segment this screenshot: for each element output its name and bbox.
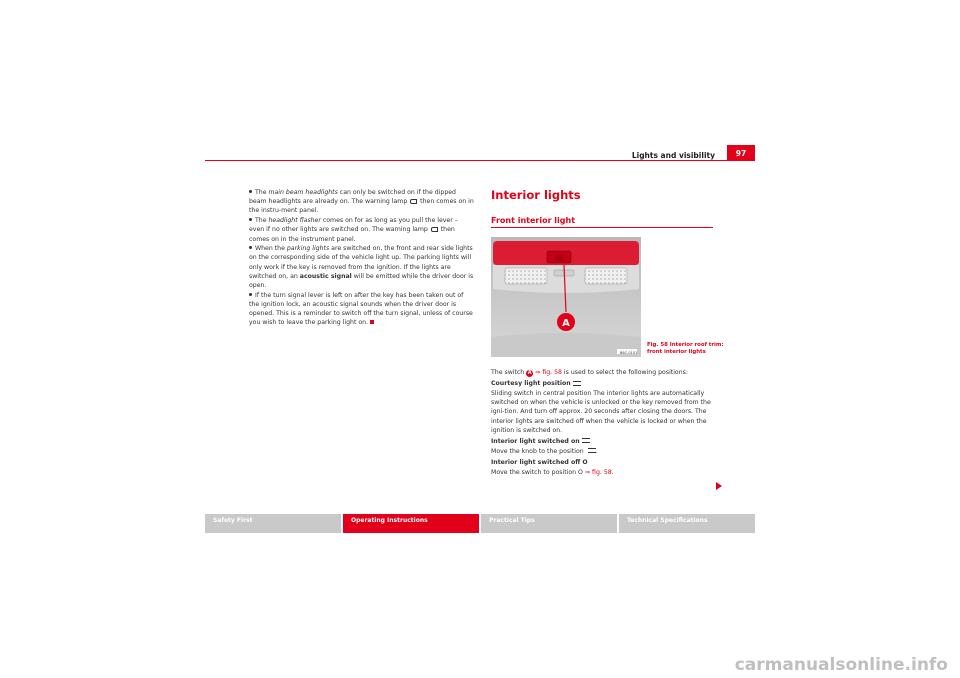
figure-code: B6C-0101: [620, 351, 638, 355]
badge-a: A: [527, 370, 532, 376]
text: The: [255, 189, 269, 196]
text: can only be switched on if the dipped beam headlights are already on. The warning lamp: [249, 189, 456, 206]
text: will be emitted while the driver door is open.: [249, 272, 474, 290]
section-heading: Interior lights: [491, 188, 581, 202]
text: comes on for as long as you pull the lever – even if no other lights are switched on. The warning lamp: [249, 217, 458, 234]
bullet-main-beam: [249, 188, 474, 216]
text: .: [595, 447, 598, 455]
section-title: Lights and visibility: [631, 151, 715, 160]
text: The switch: [491, 369, 527, 376]
bold-text: Interior light switched off O: [491, 458, 588, 466]
bullet-dot: [249, 190, 252, 193]
figure-caption: Fig. 58 Interior roof trim: front interior lights: [647, 342, 724, 355]
courtesy-title: [491, 379, 716, 388]
figure-interior-light: [491, 237, 641, 357]
next-page-arrow-icon[interactable]: [716, 482, 722, 490]
subsection-rule: [491, 227, 713, 228]
courtesy-text: Sliding switch in central position The interior lights are automatically switched on when the vehicle is unlocked or the key removed from the igni-tion. And turn off approx. 20 seconds after closing the doors. The interior lights are switched off when the vehicle is locked or when the ignition is switched on.: [491, 389, 711, 434]
emphasis: headlight flasher: [268, 217, 321, 225]
off-text: [491, 468, 716, 477]
text: Move the switch to position O: [491, 468, 585, 476]
on-text: [491, 447, 716, 456]
interior-light-illustration: [491, 237, 641, 357]
text: then comes on in the instrument panel.: [249, 226, 455, 243]
text: is used to select the following positions:: [561, 369, 688, 376]
tab-practical-tips[interactable]: Practical Tips: [481, 514, 617, 533]
bold-text: Courtesy light position: [491, 380, 571, 388]
tab-safety-first[interactable]: Safety First: [205, 514, 341, 533]
section-end-mark: [370, 320, 374, 324]
bullet-dot: [249, 293, 252, 296]
tab-operating-instructions[interactable]: Operating Instructions: [343, 514, 479, 533]
footer-tabs: [205, 514, 755, 533]
main-beam-icon: [431, 227, 438, 232]
subsection-heading: Front interior light: [491, 216, 576, 225]
light-on-icon: [582, 438, 590, 443]
figure-reference-link[interactable]: ⇒ fig. 58: [584, 468, 612, 476]
on-title: [491, 437, 716, 446]
text: If the turn signal lever is left on after the key has been taken out of the ignition lock, an acoustic signal sounds when the driver door is opened. This is a reminder to switch off the turn signal, unless of course you wish to leave the parking light on.: [249, 291, 473, 327]
tab-technical-specifications[interactable]: Technical Specifications: [619, 514, 755, 533]
text: then comes on in the instru-ment panel.: [249, 198, 474, 215]
bullet-dot: [249, 246, 252, 249]
right-column-body: [491, 368, 716, 477]
bullet-flasher: [249, 216, 474, 244]
figure-label-a: A: [562, 318, 570, 329]
text: When the: [255, 245, 287, 253]
emphasis: parking lights: [286, 245, 330, 253]
bullet-dot: [249, 218, 252, 221]
watermark: carmanualsonline.info: [734, 655, 948, 675]
off-title: [491, 458, 716, 467]
bold-text: acoustic signal: [299, 272, 352, 280]
figure-reference-link[interactable]: ⇒ fig. 58: [533, 369, 562, 376]
intro-paragraph: [491, 368, 716, 377]
header-rule: [205, 160, 727, 161]
header-rule-right: [727, 160, 755, 161]
main-beam-icon: [410, 199, 417, 204]
page-number: 97: [727, 145, 755, 161]
courtesy-light-icon: [573, 381, 581, 386]
text: are switched on, the front and rear side lights on the corresponding side of the vehicle light up. The parking lights will only work if the key is removed from the ignition. If the lights are switched on, an: [249, 245, 473, 280]
light-on-icon: [588, 448, 596, 453]
bold-text: Interior light switched on: [491, 437, 580, 445]
emphasis: main beam headlights: [268, 189, 338, 196]
bullet-turn-signal: [249, 291, 474, 328]
text: Move the knob to the position: [491, 447, 586, 455]
left-column: [249, 188, 474, 328]
text: .: [611, 468, 614, 476]
bullet-parking: [249, 244, 474, 290]
text: The: [255, 217, 269, 225]
